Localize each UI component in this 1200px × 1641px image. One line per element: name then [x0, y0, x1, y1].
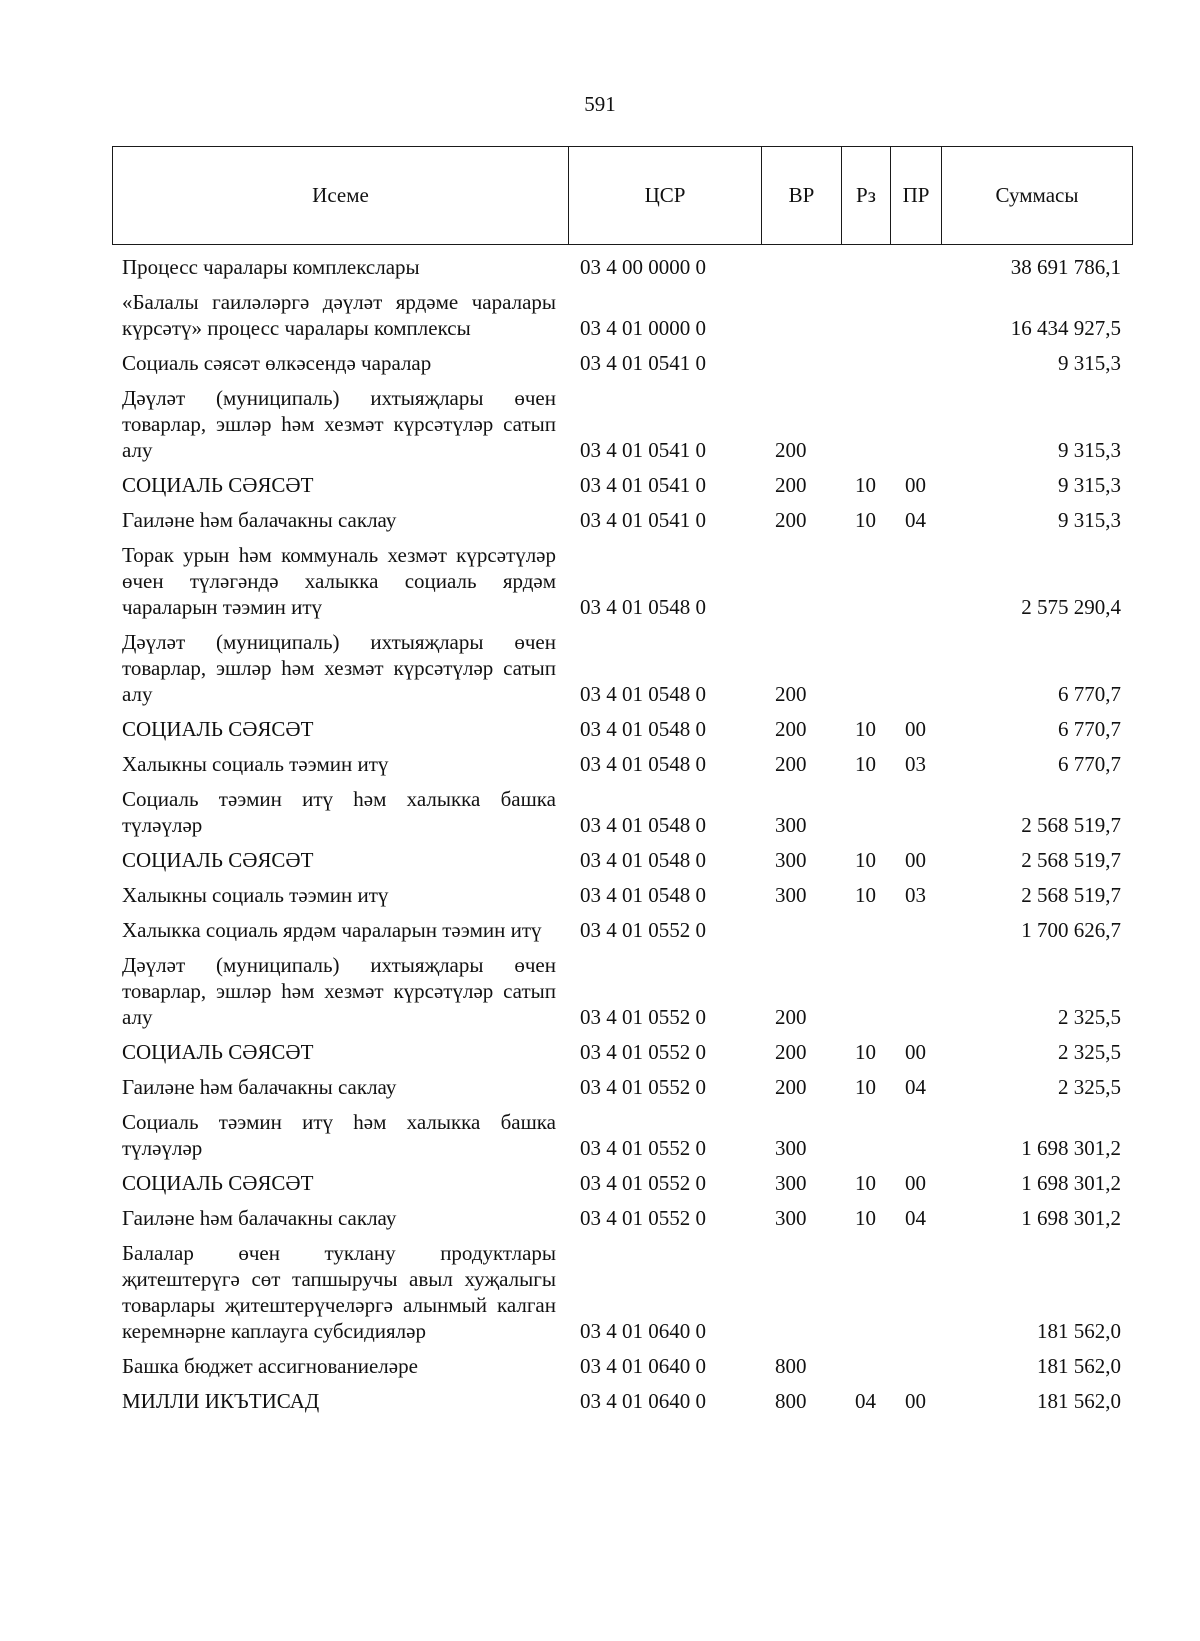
cell-vr: 300 [775, 1206, 807, 1230]
cell-rz: 10 [855, 1040, 876, 1064]
cell-pr: 04 [905, 508, 926, 532]
table-row [112, 838, 1133, 873]
cell-csr: 03 4 01 0541 0 [580, 508, 706, 532]
table-row [112, 1379, 1133, 1414]
cell-csr: 03 4 01 0541 0 [580, 351, 706, 375]
cell-sum: 181 562,0 [1037, 1389, 1121, 1413]
table-row [112, 498, 1133, 533]
cell-csr: 03 4 01 0548 0 [580, 883, 706, 907]
header-sum: Суммасы [995, 183, 1079, 207]
cell-vr: 300 [775, 848, 807, 872]
table-row [112, 873, 1133, 908]
cell-sum: 6 770,7 [1058, 717, 1121, 741]
cell-name: Процесс чаралары комплекслары [122, 255, 420, 279]
table-row [112, 908, 1133, 943]
table-row [112, 707, 1133, 742]
cell-pr: 04 [905, 1075, 926, 1099]
cell-name: Гаиләне һәм балачакны саклау [122, 508, 397, 532]
cell-vr: 200 [775, 752, 807, 776]
cell-name: Дәүләт (муниципаль) ихтыяҗлары өчен товарлар, эшләр һәм хезмәт күрсәтүләр сатып алу [122, 386, 556, 462]
cell-sum: 1 698 301,2 [1021, 1206, 1121, 1230]
cell-rz: 10 [855, 508, 876, 532]
cell-rz: 10 [855, 1171, 876, 1195]
header-rz: Рз [842, 147, 891, 244]
cell-csr: 03 4 01 0548 0 [580, 717, 706, 741]
cell-csr: 03 4 01 0000 0 [580, 316, 706, 340]
cell-csr: 03 4 01 0548 0 [580, 752, 706, 776]
cell-sum: 6 770,7 [1058, 682, 1121, 706]
table-row [112, 742, 1133, 777]
table-row [112, 943, 1133, 1030]
cell-csr: 03 4 01 0552 0 [580, 1136, 706, 1160]
cell-vr: 200 [775, 473, 807, 497]
cell-sum: 181 562,0 [1037, 1319, 1121, 1343]
cell-csr: 03 4 01 0640 0 [580, 1389, 706, 1413]
cell-name: Дәүләт (муниципаль) ихтыяҗлары өчен товарлар, эшләр һәм хезмәт күрсәтүләр сатып алу [122, 630, 556, 706]
table-header [112, 146, 1133, 245]
cell-csr: 03 4 01 0548 0 [580, 813, 706, 837]
cell-name: Торак урын һәм коммуналь хезмәт күрсәтүләр өчен түләгәндә халыкка социаль ярдәм чараларын тәэмин итү [122, 543, 556, 619]
cell-name: СОЦИАЛЬ СӘЯСӘТ [122, 1040, 314, 1064]
cell-csr: 03 4 01 0552 0 [580, 1005, 706, 1029]
cell-sum: 2 325,5 [1058, 1075, 1121, 1099]
cell-sum: 2 568 519,7 [1021, 813, 1121, 837]
cell-sum: 16 434 927,5 [1010, 316, 1121, 340]
cell-sum: 1 700 626,7 [1021, 918, 1121, 942]
cell-csr: 03 4 01 0548 0 [580, 848, 706, 872]
cell-sum: 1 698 301,2 [1021, 1171, 1121, 1195]
cell-name: Социаль сәясәт өлкәсендә чаралар [122, 351, 432, 375]
cell-name: СОЦИАЛЬ СӘЯСӘТ [122, 473, 314, 497]
cell-vr: 200 [775, 1040, 807, 1064]
cell-csr: 03 4 01 0552 0 [580, 1040, 706, 1064]
cell-sum: 181 562,0 [1037, 1354, 1121, 1378]
table-row [112, 1100, 1133, 1161]
cell-vr: 200 [775, 438, 807, 462]
table-row [112, 1344, 1133, 1379]
cell-csr: 03 4 00 0000 0 [580, 255, 706, 279]
cell-vr: 800 [775, 1354, 807, 1378]
cell-name: Гаиләне һәм балачакны саклау [122, 1206, 397, 1230]
cell-sum: 9 315,3 [1058, 473, 1121, 497]
cell-sum: 9 315,3 [1058, 508, 1121, 532]
cell-csr: 03 4 01 0548 0 [580, 682, 706, 706]
cell-sum: 6 770,7 [1058, 752, 1121, 776]
cell-name: Дәүләт (муниципаль) ихтыяҗлары өчен товарлар, эшләр һәм хезмәт күрсәтүләр сатып алу [122, 953, 556, 1029]
cell-rz: 10 [855, 1206, 876, 1230]
cell-sum: 9 315,3 [1058, 438, 1121, 462]
cell-pr: 00 [905, 1389, 926, 1413]
cell-pr: 00 [905, 473, 926, 497]
cell-vr: 300 [775, 883, 807, 907]
cell-rz: 10 [855, 848, 876, 872]
cell-rz: 10 [855, 717, 876, 741]
table-row [112, 280, 1133, 341]
cell-name: Социаль тәэмин итү һәм халыкка башка түләүләр [122, 1110, 556, 1160]
cell-rz: 10 [855, 883, 876, 907]
cell-sum: 38 691 786,1 [1010, 255, 1121, 279]
cell-sum: 2 568 519,7 [1021, 848, 1121, 872]
table-row [112, 620, 1133, 707]
cell-name: МИЛЛИ ИКЪТИСАД [122, 1389, 320, 1413]
table-row [112, 1196, 1133, 1231]
table-row [112, 341, 1133, 376]
cell-vr: 800 [775, 1389, 807, 1413]
table-row [112, 533, 1133, 620]
cell-pr: 03 [905, 883, 926, 907]
cell-sum: 2 575 290,4 [1021, 595, 1121, 619]
cell-vr: 300 [775, 1171, 807, 1195]
cell-name: Гаиләне һәм балачакны саклау [122, 1075, 397, 1099]
cell-name: Халыкны социаль тәэмин итү [122, 883, 389, 907]
cell-sum: 9 315,3 [1058, 351, 1121, 375]
cell-vr: 300 [775, 813, 807, 837]
cell-sum: 2 325,5 [1058, 1040, 1121, 1064]
cell-csr: 03 4 01 0552 0 [580, 1206, 706, 1230]
cell-vr: 200 [775, 717, 807, 741]
cell-pr: 00 [905, 717, 926, 741]
cell-pr: 00 [905, 848, 926, 872]
cell-name: СОЦИАЛЬ СӘЯСӘТ [122, 848, 314, 872]
cell-pr: 03 [905, 752, 926, 776]
cell-name: Халыкны социаль тәэмин итү [122, 752, 389, 776]
cell-csr: 03 4 01 0640 0 [580, 1319, 706, 1343]
cell-vr: 200 [775, 508, 807, 532]
cell-pr: 00 [905, 1040, 926, 1064]
table-row [112, 463, 1133, 498]
header-vr: ВР [762, 147, 842, 244]
cell-pr: 04 [905, 1206, 926, 1230]
cell-csr: 03 4 01 0552 0 [580, 1075, 706, 1099]
cell-name: Балалар өчен туклану продуктлары җитештерүгә сөт тапшыручы авыл хуҗалыгы товарлары җитештерүчеләргә алынмый калган керемнәрне каплауга субсидияләр [122, 1241, 556, 1343]
cell-name: СОЦИАЛЬ СӘЯСӘТ [122, 1171, 314, 1195]
cell-name: Социаль тәэмин итү һәм халыкка башка түләүләр [122, 787, 556, 837]
cell-name: Башка бюджет ассигнованиеләре [122, 1354, 418, 1378]
header-pr: ПР [891, 147, 942, 244]
cell-pr: 00 [905, 1171, 926, 1195]
cell-csr: 03 4 01 0541 0 [580, 473, 706, 497]
page-number: 591 [584, 92, 616, 116]
cell-rz: 10 [855, 473, 876, 497]
table-row [112, 245, 1133, 280]
table-row [112, 1065, 1133, 1100]
cell-csr: 03 4 01 0552 0 [580, 1171, 706, 1195]
cell-rz: 04 [855, 1389, 876, 1413]
cell-csr: 03 4 01 0552 0 [580, 918, 706, 942]
cell-vr: 300 [775, 1136, 807, 1160]
cell-csr: 03 4 01 0640 0 [580, 1354, 706, 1378]
header-name: Исеме [113, 147, 569, 244]
header-csr: ЦСР [569, 147, 762, 244]
cell-vr: 200 [775, 1005, 807, 1029]
cell-rz: 10 [855, 752, 876, 776]
cell-sum: 2 568 519,7 [1021, 883, 1121, 907]
table-body [112, 245, 1133, 1414]
cell-name: СОЦИАЛЬ СӘЯСӘТ [122, 717, 314, 741]
table-row [112, 1161, 1133, 1196]
table-row [112, 1030, 1133, 1065]
table-row [112, 1231, 1133, 1344]
cell-csr: 03 4 01 0541 0 [580, 438, 706, 462]
table-row [112, 777, 1133, 838]
cell-rz: 10 [855, 1075, 876, 1099]
cell-vr: 200 [775, 1075, 807, 1099]
cell-vr: 200 [775, 682, 807, 706]
cell-sum: 1 698 301,2 [1021, 1136, 1121, 1160]
cell-name: Халыкка социаль ярдәм чараларын тәэмин итү [122, 918, 542, 942]
cell-name: «Балалы гаиләләргә дәүләт ярдәме чаралары күрсәтү» процесс чаралары комплексы [122, 290, 556, 340]
cell-sum: 2 325,5 [1058, 1005, 1121, 1029]
cell-csr: 03 4 01 0548 0 [580, 595, 706, 619]
table-row [112, 376, 1133, 463]
